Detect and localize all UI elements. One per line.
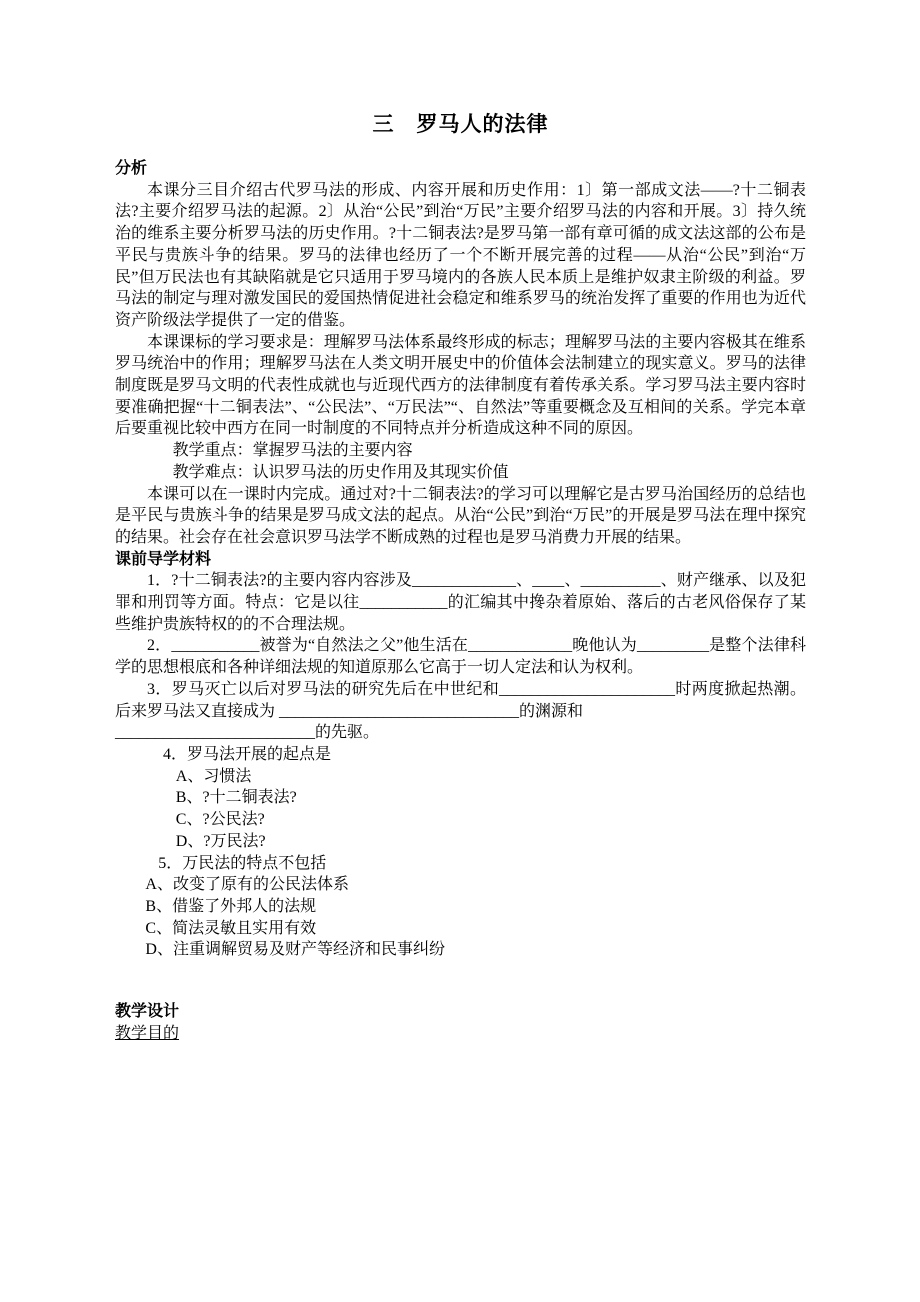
document-title: 三 罗马人的法律 (372, 112, 549, 136)
question-5-option-a: A、改变了原有的公民法体系 (145, 876, 349, 894)
question-5-option-b: B、借鉴了外邦人的法规 (145, 897, 317, 915)
teaching-design-heading: 教学设计 (115, 1003, 180, 1021)
analysis-heading: 分析 (115, 160, 148, 177)
teaching-purpose-heading: 教学目的 (115, 1024, 180, 1042)
analysis-paragraph-2: 本课课标的学习要求是：理解罗马法体系最终形成的标志；理解罗马法的主要内容极其在维系罗马统治中的作用；理解罗马法在人类文明开展史中的价值体会法制建立的现实意义。罗马的法律制度既是罗马文明的代表性成就也与近现代西方的法律制度有着传承关系。学习罗马法主要内容时要准确把握“十二铜表法”、“公民法”、“万民法”“、自然法”等重要概念及互相间的关系。学完本章后要重视比较中西方在同一时制度的不同特点并分析造成这种不同的原因。 (115, 333, 806, 438)
question-3: 3．罗马灭亡以后对罗马法的研究先后在中世纪和______________________时两度掀起热潮。后来罗马法又直接成为 ______________________________的渊源和 (115, 680, 806, 720)
question-2: 2．___________被誉为“自然法之父”他生活在_____________晚他认为_________是整个法律科学的思想根底和各种详细法规的知道原那么它高于一切人定法和认为权利。 (115, 637, 806, 677)
teaching-key-point: 教学重点：掌握罗马法的主要内容 (172, 442, 413, 460)
analysis-paragraph-1: 本课分三目介绍古代罗马法的形成、内容开展和历史作用：1〕第一部成文法——?十二铜表法?主要介绍罗马法的起源。2〕从治“公民”到治“万民”主要介绍罗马法的内容和开展。3〕持久统治的维系主要分析罗马法的历史作用。?十二铜表法?是罗马第一部有章可循的成文法这部的公布是平民与贵族斗争的结果。罗马的法律也经历了一个不断开展完善的过程——从治“公民”到治“万民”但万民法也有其缺陷就是它只适用于罗马境内的各族人民本质上是维护奴隶主阶级的利益。罗马法的制定与理对激发国民的爱国热情促进社会稳定和维系罗马的统治发挥了重要的作用也为近代资产阶级法学提供了一定的借鉴。 (115, 181, 806, 329)
question-4-option-b: B、?十二铜表法? (175, 789, 297, 807)
section-spacer (115, 961, 806, 1001)
question-4-stem: 4．罗马法开展的起点是 (163, 745, 332, 763)
question-3-continuation: _________________________的先驱。 (115, 724, 380, 742)
preclass-materials-heading: 课前导学材料 (115, 550, 212, 568)
teaching-difficulty: 教学难点：认识罗马法的历史作用及其现实价值 (172, 463, 509, 481)
question-4-option-c: C、?公民法? (175, 811, 265, 829)
question-5-stem: 5．万民法的特点不包括 (158, 854, 327, 872)
question-4-option-a: A、习惯法 (175, 767, 252, 785)
question-5-option-d: D、注重调解贸易及财产等经济和民事纠纷 (145, 941, 445, 959)
analysis-paragraph-3: 本课可以在一课时内完成。通过对?十二铜表法?的学习可以理解它是古罗马治国经历的总结也是平民与贵族斗争的结果是罗马成文法的起点。从治“公民”到治“万民”的开展是罗马法在理中探究的结果。社会存在社会意识罗马法学不断成熟的过程也是罗马消费力开展的结果。 (115, 485, 806, 546)
question-5-option-c: C、简法灵敏且实用有效 (145, 919, 317, 937)
question-4-option-d: D、?万民法? (175, 832, 266, 850)
question-1: 1．?十二铜表法?的主要内容内容涉及_____________、____、__________、财产继承、以及犯罪和刑罚等方面。特点：它是以往___________的汇编其中搀杂着原始、落后的古老风俗保存了某些维护贵族特权的的不合理法规。 (115, 572, 806, 633)
